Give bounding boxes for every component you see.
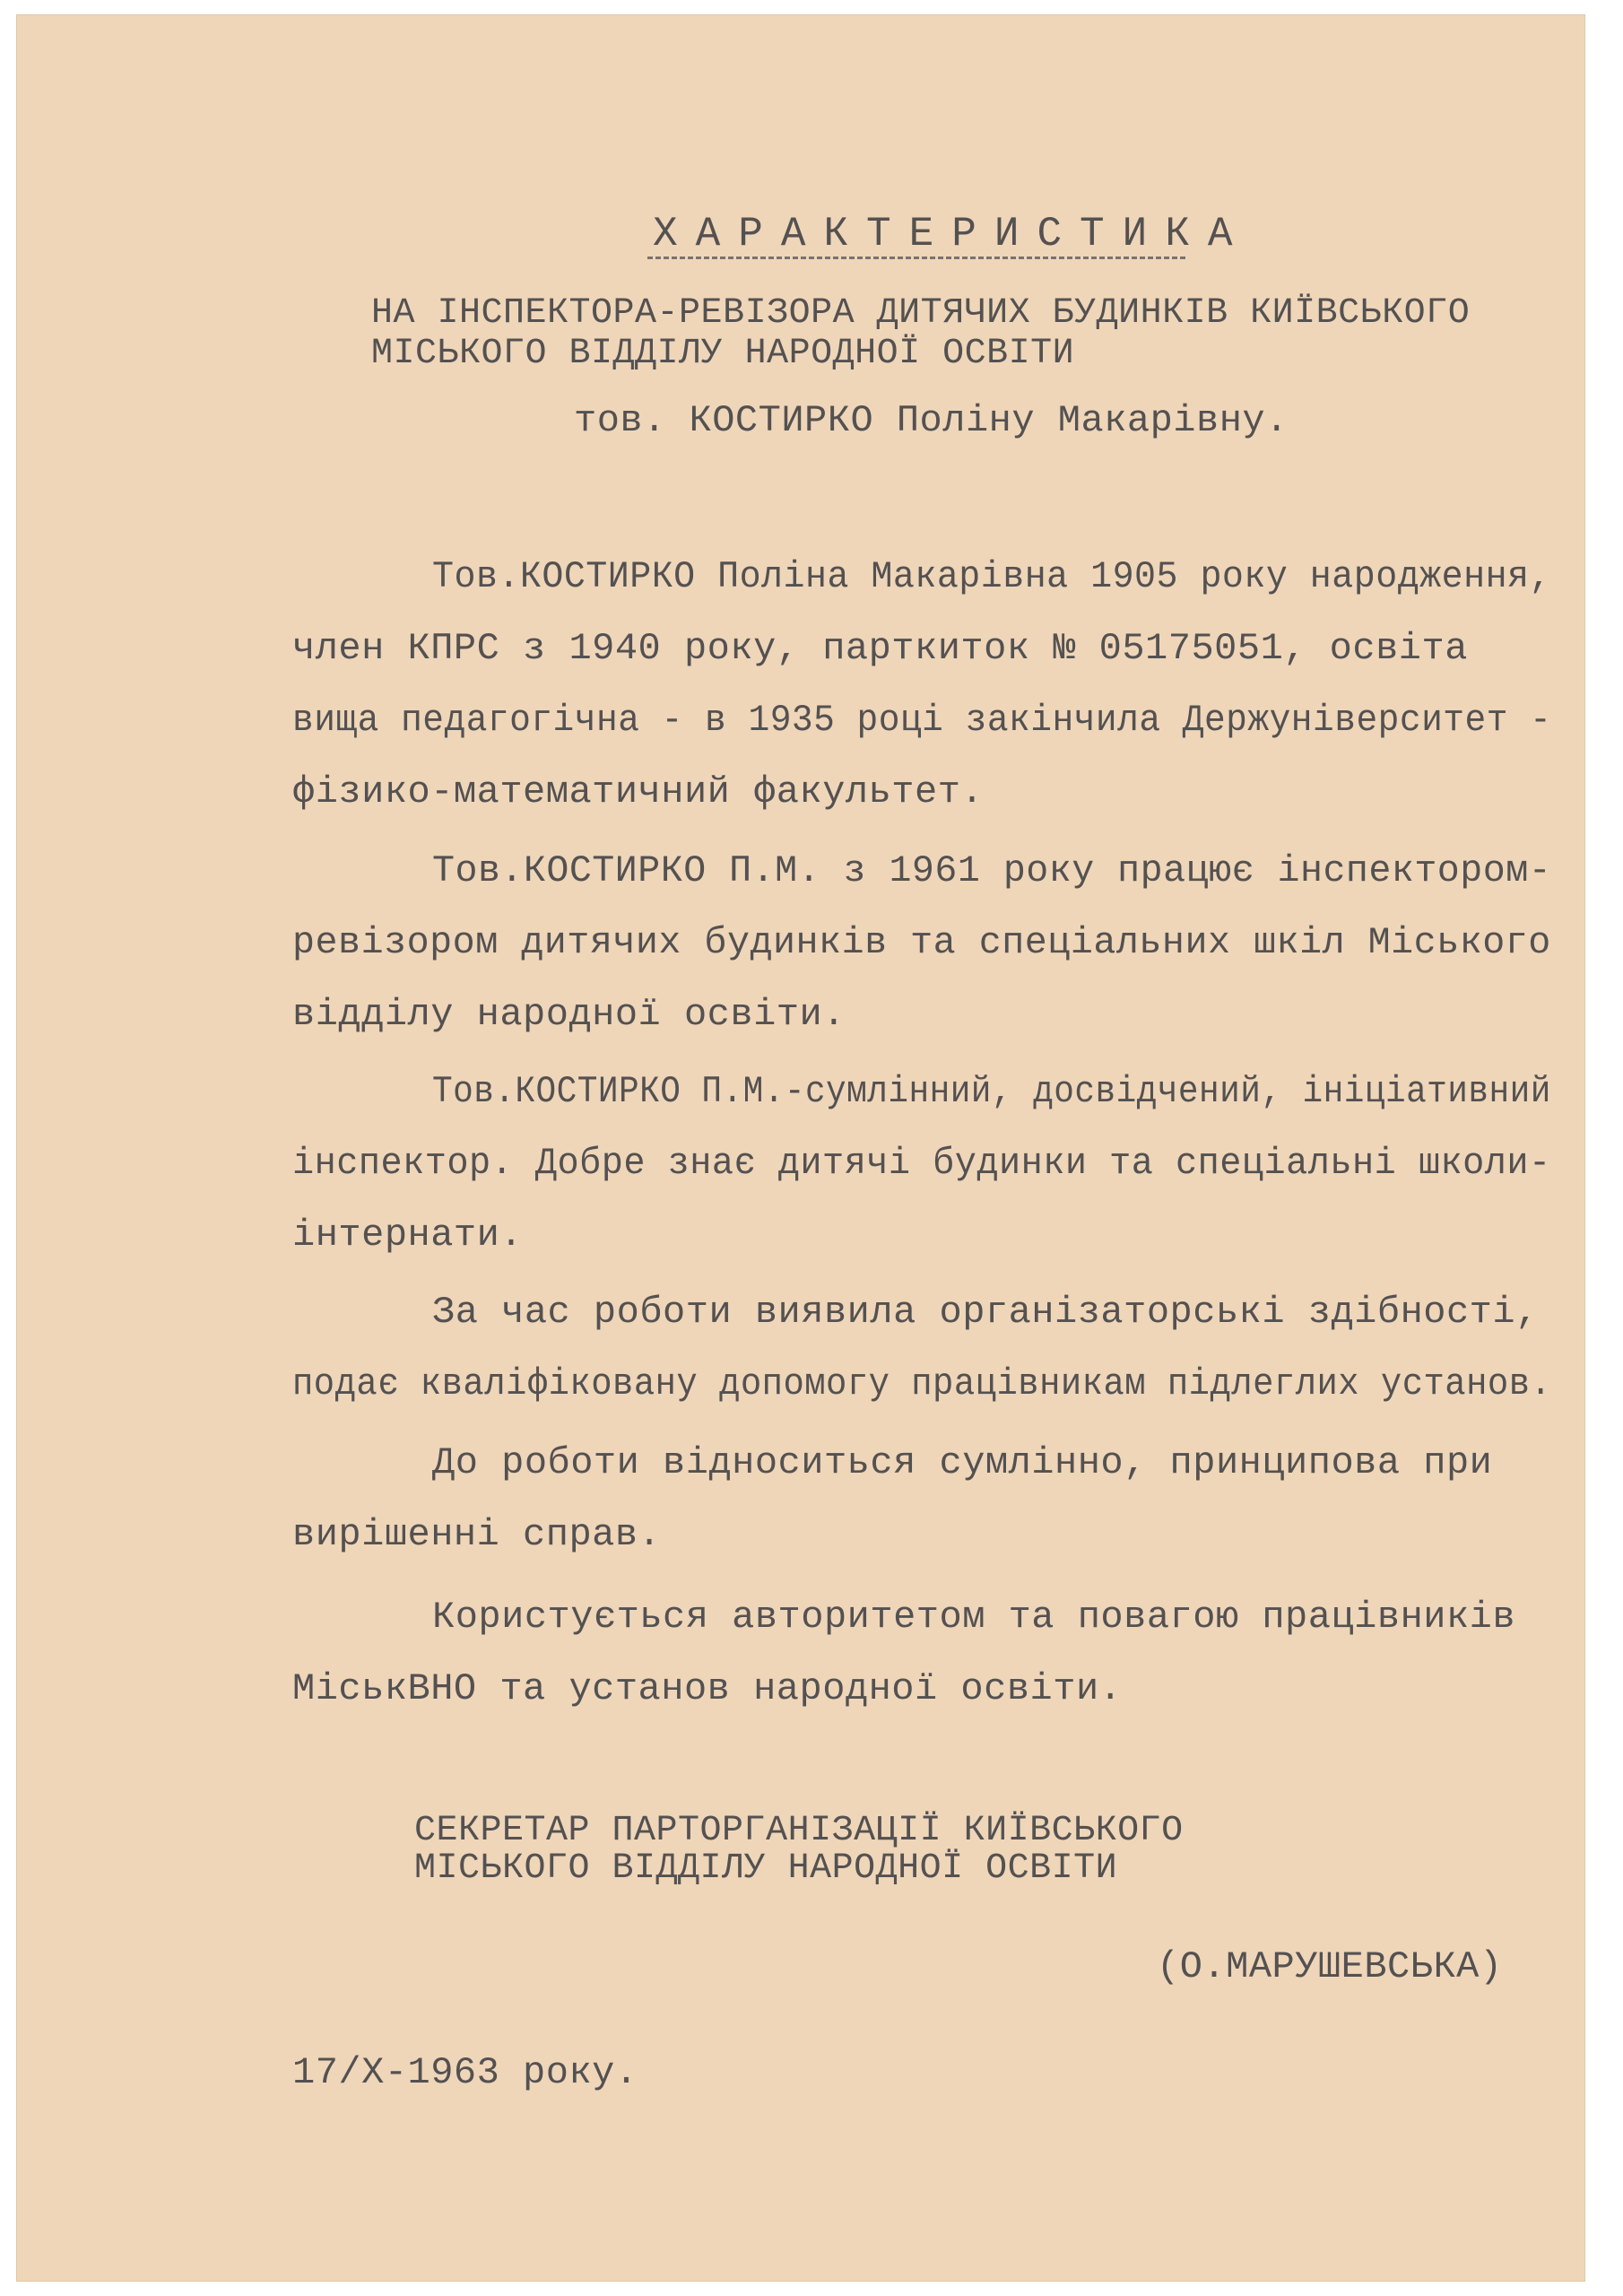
para-1-line-1: Тов.КОСТИРКО Поліна Макарівна 1905 року народження, [432,555,1551,598]
para-3-line-1: Тов.КОСТИРКО П.М.-сумлінний, досвідчений, ініціативний [432,1070,1551,1113]
signature-line-1: СЕКРЕТАР ПАРТОРГАНІЗАЦІЇ КИЇВСЬКОГО [414,1811,1184,1851]
para-1-line-4: фізико-математичний факультет. [292,770,985,813]
para-1-line-2: член КПРС з 1940 року, парткиток № 05175051, освіта [292,627,1468,670]
signature-line-2: МІСЬКОГО ВІДДІЛУ НАРОДНОЇ ОСВІТИ [414,1848,1118,1889]
heading-line-2: МІСЬКОГО ВІДДІЛУ НАРОДНОЇ ОСВІТИ [371,334,1075,374]
para-6-line-2: МіськВНО та установ народної освіти. [292,1667,1123,1710]
signer-name: (О.МАРУШЕВСЬКА) [1157,1945,1503,1988]
para-4-line-2: подає кваліфіковану допомогу працівникам підлеглих установ. [292,1362,1552,1405]
para-2-line-2: ревізором дитячих будинків та спеціальних шкіл Міського [292,921,1551,964]
subject-line: тов. КОСТИРКО Поліну Макарівну. [574,399,1289,442]
para-6-line-1: Користується авторитетом та повагою працівників [432,1596,1516,1639]
para-3-line-3: інтернати. [292,1213,524,1257]
title-underline [647,257,1185,259]
document-title: ХАРАКТЕРИСТИКА [653,211,1251,257]
document-date: 17/X-1963 року. [292,2051,638,2094]
para-4-line-1: За час роботи виявила організаторські здібності, [432,1291,1539,1334]
para-1-line-3: вища педагогічна - в 1935 році закінчила Держуніверситет - [292,699,1552,742]
heading-line-1: НА ІНСПЕКТОРА-РЕВІЗОРА ДИТЯЧИХ БУДИНКІВ КИЇВСЬКОГО [371,293,1471,334]
para-5-line-2: вирішенні справ. [292,1513,662,1556]
para-2-line-1: Тов.КОСТИРКО П.М. з 1961 року працює інспектором- [432,849,1552,892]
para-3-line-2: інспектор. Добре знає дитячі будинки та спеціальні школи- [292,1142,1551,1185]
para-5-line-1: До роботи відноситься сумлінно, принципова при [432,1441,1493,1484]
para-2-line-3: відділу народної освіти. [292,993,846,1036]
